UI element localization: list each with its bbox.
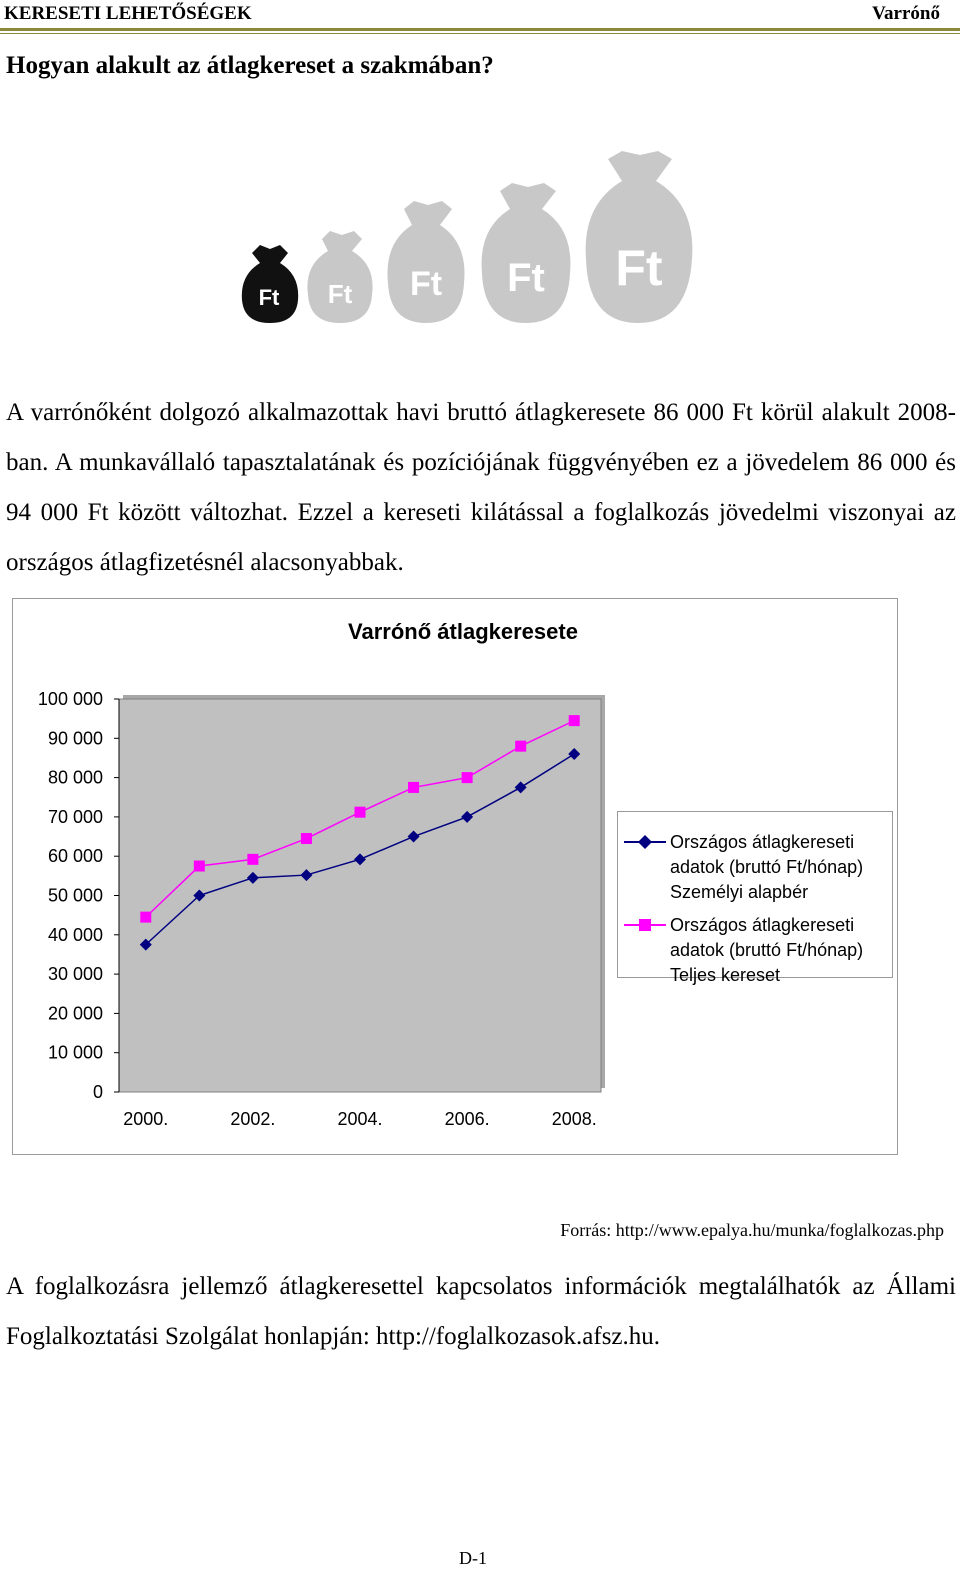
money-bag-icon [482, 183, 571, 323]
header-rule-thin [0, 33, 960, 34]
data-point-series-2 [515, 741, 526, 752]
chart-title: Varrónő átlagkeresete [348, 619, 578, 644]
header-rule [0, 28, 960, 31]
x-tick-label: 2000. [123, 1109, 169, 1129]
money-bag-icon [242, 245, 298, 323]
page-heading: Hogyan alakult az átlagkereset a szakmában? [6, 52, 494, 79]
y-tick-label: 50 000 [47, 885, 103, 906]
svg-text:Ft: Ft [258, 285, 280, 310]
data-point-series-2 [301, 833, 312, 844]
data-point-series-2 [194, 861, 205, 872]
data-point-series-2 [355, 807, 366, 818]
page-header [0, 0, 960, 30]
y-tick-label: 60 000 [47, 846, 103, 867]
money-bag-icon [307, 231, 372, 323]
header-section-title: KERESETI LEHETŐSÉGEK [4, 3, 252, 24]
data-point-series-2 [408, 782, 419, 793]
legend-key-series-1 [624, 834, 666, 850]
source-citation: Forrás: http://www.epalya.hu/munka/foglalkozas.php [560, 1220, 944, 1240]
earnings-chart [12, 598, 898, 1155]
money-bag-icon [586, 151, 693, 323]
data-point-series-2 [247, 854, 258, 865]
svg-text:Ft: Ft [327, 279, 353, 309]
y-tick-label: 20 000 [47, 1003, 103, 1024]
page-number: D-1 [459, 1548, 487, 1568]
x-tick-label: 2004. [337, 1109, 383, 1129]
closing-paragraph: A foglalkozásra jellemző átlagkeresettel kapcsolatos információk megtalálhatók az Állami Foglalkoztatási Szolgálat honlapján: http://foglalkozasok.afsz.hu. [6, 1273, 956, 1350]
chart-legend [617, 811, 893, 985]
data-point-series-2 [569, 715, 580, 726]
x-tick-label: 2006. [444, 1109, 490, 1129]
legend-label-series-1: Országos átlagkereseti adatok (bruttó Ft/hónap) Személyi alapbér [670, 832, 864, 902]
data-point-series-2 [140, 912, 151, 923]
money-bags-illustration [230, 145, 710, 335]
y-tick-label: 10 000 [47, 1042, 103, 1063]
y-tick-label: 30 000 [47, 964, 103, 985]
y-tick-label: 40 000 [47, 924, 103, 945]
header-occupation: Varrónő [872, 3, 940, 24]
legend-key-series-2 [624, 917, 666, 933]
legend-label-series-2: Országos átlagkereseti adatok (bruttó Ft/hónap) Teljes kereset [670, 915, 864, 985]
x-tick-label: 2002. [230, 1109, 276, 1129]
x-tick-label: 2008. [551, 1109, 597, 1129]
y-tick-label: 90 000 [47, 728, 103, 749]
data-point-series-2 [462, 772, 473, 783]
y-tick-label: 100 000 [37, 689, 103, 709]
money-bag-icon [388, 201, 465, 323]
y-tick-label: 80 000 [47, 767, 103, 788]
y-tick-label: 0 [92, 1082, 103, 1102]
plot-area [119, 699, 601, 1092]
intro-paragraph: A varrónőként dolgozó alkalmazottak havi bruttó átlagkeresete 86 000 Ft körül alakult 2008-ban. A munkavállaló tapasztalatának és pozíciójának függvényében ez a jövedelem 86 000 és 94 000 Ft között változhat. Ezzel a kereseti kilátással a foglalkozás jövedelmi viszonyai az országos átlagfizetésnél alacsonyabbak. [6, 399, 956, 576]
svg-text:Ft: Ft [409, 265, 443, 303]
y-tick-label: 70 000 [47, 806, 103, 827]
svg-text:Ft: Ft [507, 256, 545, 300]
svg-text:Ft: Ft [615, 240, 663, 296]
